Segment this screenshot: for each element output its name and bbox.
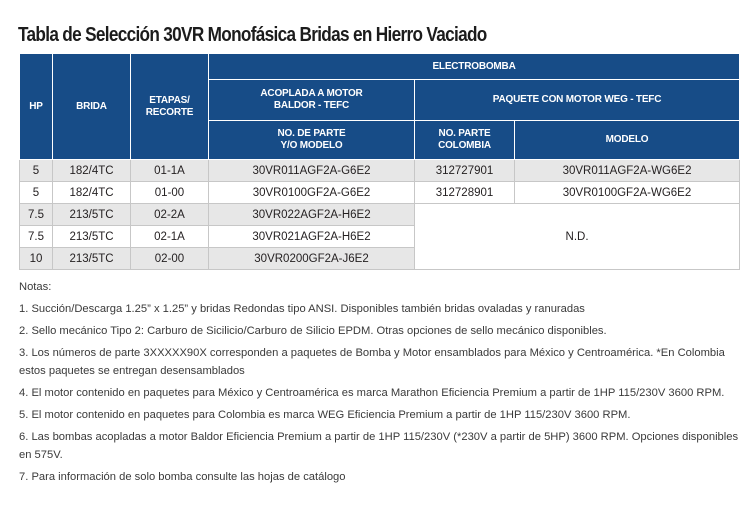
cell-brida: 213/5TC (53, 248, 131, 270)
header-colombia-line2: COLOMBIA (438, 140, 491, 151)
header-etapas-line1: ETAPAS/ (149, 94, 190, 106)
cell-hp: 7.5 (20, 204, 53, 226)
header-paquete: PAQUETE CON MOTOR WEG - TEFC (415, 80, 740, 121)
cell-hp: 7.5 (20, 226, 53, 248)
note-item: 3. Los números de parte 3XXXXX90X corresponden a paquetes de Bomba y Motor ensamblados para México y Centroamérica. *En Colombia estos paquetes se entregan desensamblados (19, 347, 725, 377)
cell-hp: 10 (20, 248, 53, 270)
note-item: 5. El motor contenido en paquetes para Colombia es marca WEG Eficiencia Premium a partir de 1HP 115/230V 3600 RPM. (19, 409, 631, 421)
cell-etapas: 02-2A (131, 204, 209, 226)
header-etapas (131, 54, 209, 160)
header-etapas-line2: RECORTE (145, 106, 194, 118)
cell-parte-colombia: 312728901 (415, 182, 515, 204)
selection-table (19, 53, 740, 270)
cell-etapas: 02-1A (131, 226, 209, 248)
notes-title: Notas: (19, 281, 52, 293)
cell-brida: 213/5TC (53, 226, 131, 248)
cell-parte-colombia: 312727901 (415, 160, 515, 182)
cell-not-available: N.D. (415, 204, 740, 270)
cell-no-parte: 30VR011AGF2A-G6E2 (209, 160, 415, 182)
header-parte-colombia (415, 121, 515, 160)
note-item: 7. Para información de solo bomba consulte las hojas de catálogo (19, 471, 346, 483)
cell-brida: 213/5TC (53, 204, 131, 226)
cell-hp: 5 (20, 182, 53, 204)
cell-modelo: 30VR011AGF2A-WG6E2 (515, 160, 740, 182)
header-acoplada-line1: ACOPLADA A MOTOR (260, 88, 363, 99)
note-item: 6. Las bombas acopladas a motor Baldor Eficiencia Premium a partir de 1HP 115/230V (*230V a partir de 5HP) 3600 RPM. Opciones disponibles en 575V. (19, 431, 739, 461)
cell-no-parte: 30VR0200GF2A-J6E2 (209, 248, 415, 270)
header-acoplada (209, 80, 415, 121)
notes-section (19, 278, 739, 490)
cell-no-parte: 30VR022AGF2A-H6E2 (209, 204, 415, 226)
note-item: 1. Succión/Descarga 1.25” x 1.25” y bridas Redondas tipo ANSI. Disponibles también bridas ovaladas y ranuradas (19, 303, 585, 315)
cell-etapas: 02-00 (131, 248, 209, 270)
cell-brida: 182/4TC (53, 182, 131, 204)
cell-hp: 5 (20, 160, 53, 182)
cell-no-parte: 30VR0100GF2A-G6E2 (209, 182, 415, 204)
table-row (20, 160, 740, 182)
cell-no-parte: 30VR021AGF2A-H6E2 (209, 226, 415, 248)
table-row (20, 182, 740, 204)
cell-brida: 182/4TC (53, 160, 131, 182)
cell-etapas: 01-1A (131, 160, 209, 182)
header-electrobomba: ELECTROBOMBA (209, 54, 740, 80)
table-row (20, 204, 740, 226)
cell-modelo: 30VR0100GF2A-WG6E2 (515, 182, 740, 204)
header-modelo: MODELO (515, 121, 740, 160)
header-colombia-line1: NO. PARTE (438, 128, 491, 139)
header-brida: BRIDA (53, 54, 131, 160)
page-title: Tabla de Selección 30VR Monofásica Bridas en Hierro Vaciado (18, 24, 487, 46)
note-item: 4. El motor contenido en paquetes para México y Centroamérica es marca Marathon Eficiencia Premium a partir de 1HP 115/230V 3600 RPM. (19, 387, 725, 399)
cell-etapas: 01-00 (131, 182, 209, 204)
header-no-parte (209, 121, 415, 160)
header-no-parte-line2: Y/O MODELO (280, 140, 343, 151)
header-no-parte-line1: NO. DE PARTE (277, 128, 346, 139)
note-item: 2. Sello mecánico Tipo 2: Carburo de Sicilicio/Carburo de Silicio EPDM. Otras opciones de sello mecánico disponibles. (19, 325, 607, 337)
header-acoplada-line2: BALDOR - TEFC (273, 100, 350, 111)
header-hp: HP (20, 54, 53, 160)
